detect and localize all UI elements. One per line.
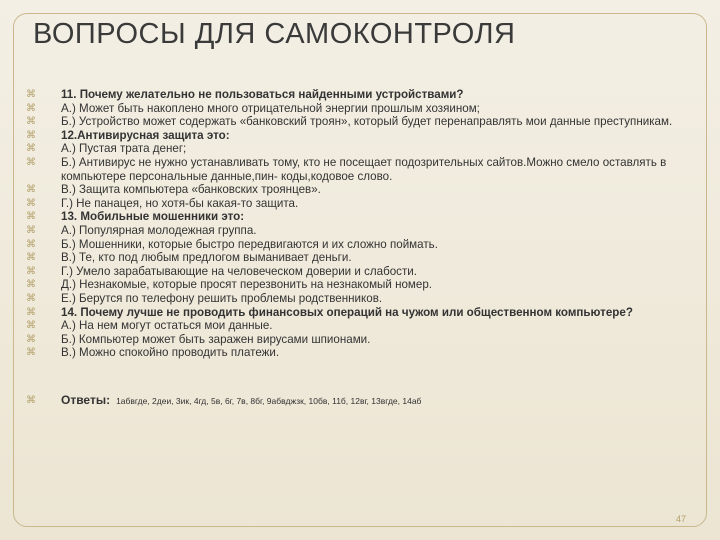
x-bullet-icon: ⌘: [26, 279, 36, 291]
page-number: 47: [675, 514, 686, 524]
x-bullet-icon: ⌘: [26, 252, 36, 264]
list-item-text: В.) Те, кто под любым предлогом выманивает деньги.: [61, 251, 352, 265]
list-item: [25, 278, 685, 292]
list-item: [25, 142, 685, 156]
list-item: [25, 129, 685, 143]
list-item: [25, 319, 685, 333]
x-bullet-icon: ⌘: [26, 347, 36, 359]
list-item-text: Г.) Умело зарабатывающие на человеческом доверии и слабости.: [61, 264, 417, 278]
answers-row: [25, 394, 685, 409]
list-item-text: А.) На нем могут остаться мои данные.: [61, 319, 273, 333]
list-item: [25, 224, 685, 238]
list-item: [25, 292, 685, 306]
x-bullet-icon: ⌘: [26, 116, 36, 128]
list-item: [25, 115, 685, 129]
x-bullet-icon: ⌘: [26, 265, 36, 277]
x-bullet-icon: ⌘: [26, 102, 36, 114]
list-item: [25, 238, 685, 252]
list-item-text: В.) Защита компьютера «банковских троянцев».: [61, 183, 321, 197]
list-item: [25, 306, 685, 320]
x-bullet-icon: ⌘: [26, 224, 36, 236]
x-bullet-icon: ⌘: [26, 292, 36, 304]
list-item-text: 14. Почему лучше не проводить финансовых операций на чужом или общественном компьютере?: [61, 305, 633, 319]
list-item-text: Д.) Незнакомые, которые просят перезвонить на незнакомый номер.: [61, 278, 433, 292]
x-bullet-icon: ⌘: [26, 306, 36, 318]
x-bullet-icon: ⌘: [26, 394, 36, 406]
x-bullet-icon: ⌘: [26, 211, 36, 223]
list-item-text: А.) Пустая трата денег;: [61, 142, 187, 156]
list-item: [25, 346, 685, 360]
list-item: [25, 265, 685, 279]
list-item: [25, 156, 685, 183]
list-item-text: А.) Популярная молодежная группа.: [61, 223, 257, 237]
list-item: [25, 197, 685, 211]
list-item-text: 11. Почему желательно не пользоваться найденными устройствами?: [61, 88, 464, 101]
answers-label: Ответы:: [61, 392, 111, 407]
list-item-text: А.) Может быть накоплено много отрицательной энергии прошлым хозяином;: [61, 101, 480, 115]
list-item: [25, 210, 685, 224]
x-bullet-icon: ⌘: [26, 89, 36, 100]
list-item-text: В.) Можно спокойно проводить платежи.: [61, 346, 280, 360]
list-item: [25, 88, 685, 102]
list-item-text: 13. Мобильные мошенники это:: [61, 210, 245, 224]
list-item-text: Б.) Устройство может содержать «банковский троян», который будет перенаправлять мои данные преступникам.: [61, 115, 673, 129]
x-bullet-icon: ⌘: [26, 320, 36, 332]
list-item-text: 12.Антивирусная защита это:: [61, 128, 230, 142]
list-item: [25, 333, 685, 347]
list-item-text: Е.) Берутся по телефону решить проблемы родственников.: [61, 291, 383, 305]
slide-content: [25, 88, 685, 408]
list-item-text: Б.) Мошенники, которые быстро передвигаются и их сложно поймать.: [61, 237, 438, 251]
slide-title: ВОПРОСЫ ДЛЯ САМОКОНТРОЛЯ: [33, 18, 516, 50]
list-item: [25, 102, 685, 116]
answers-value: 1абвгде, 2деи, 3ик, 4гд, 5в, 6г, 7в, 8бг, 9абвджзк, 10бв, 11б, 12вг, 13вгде, 14аб: [116, 395, 422, 406]
x-bullet-icon: ⌘: [26, 333, 36, 345]
x-bullet-icon: ⌘: [26, 197, 36, 209]
x-bullet-icon: ⌘: [26, 143, 36, 155]
list-item: [25, 251, 685, 265]
list-item-text: Б.) Компьютер может быть заражен вирусами шпионами.: [61, 332, 371, 346]
x-bullet-icon: ⌘: [26, 156, 36, 168]
list-item-text: Г.) Не панацея, но хотя-бы какая-то защита.: [61, 196, 299, 210]
list-item: [25, 183, 685, 197]
x-bullet-icon: ⌘: [26, 238, 36, 250]
x-bullet-icon: ⌘: [26, 184, 36, 196]
x-bullet-icon: ⌘: [26, 129, 36, 141]
list-item-text: Б.) Антивирус не нужно устанавливать тому, кто не посещает подозрительных сайтов.Можно смело оставлять в компьютере персональные данные,пин- коды,кодовое слово.: [61, 155, 667, 183]
